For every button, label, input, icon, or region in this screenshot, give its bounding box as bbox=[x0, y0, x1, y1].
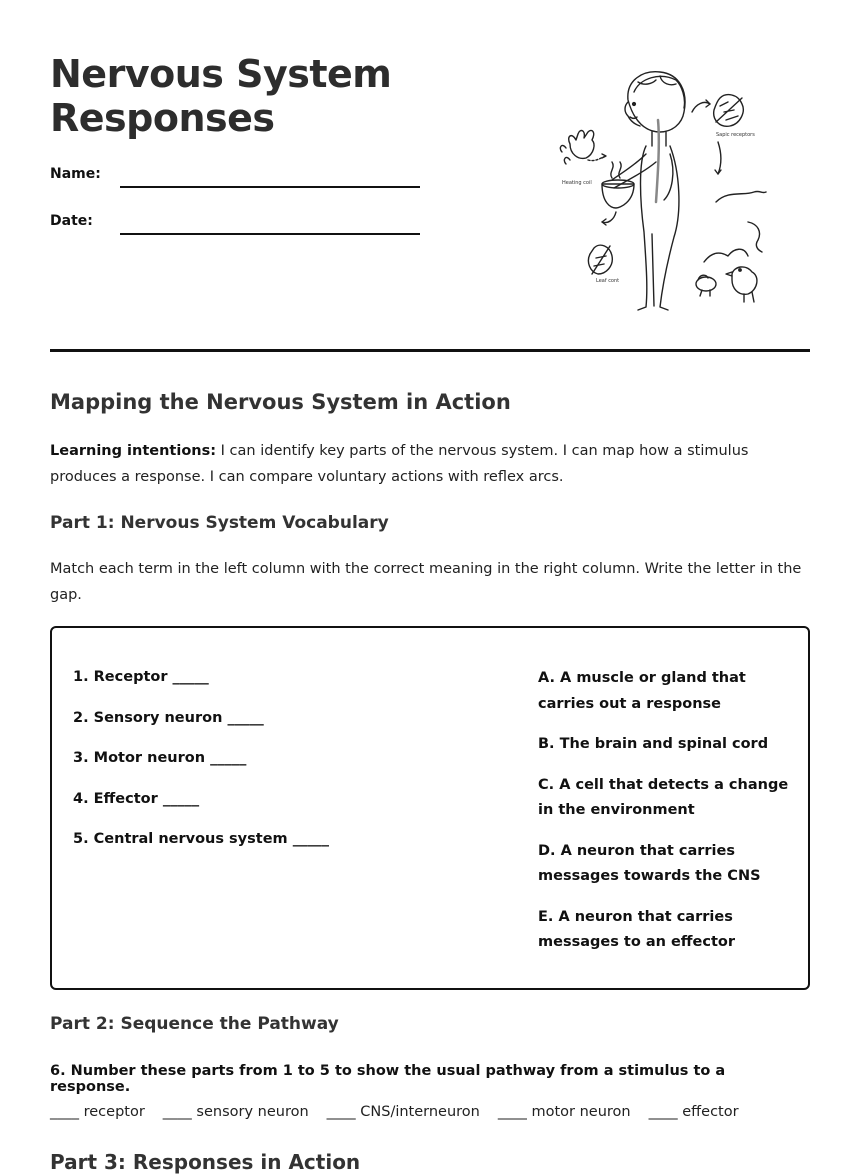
matching-box bbox=[50, 626, 810, 990]
learning-intentions-label: Learning intentions: bbox=[50, 443, 217, 459]
child-reflex-illustration bbox=[548, 62, 788, 314]
learning-intentions-text: I can identify key parts of the nervous system. I can map how a stimulus produces a response. I can compare voluntary actions with reflex arcs. bbox=[50, 443, 749, 485]
header-divider bbox=[50, 349, 810, 352]
pathway-item-receptor[interactable]: ____ receptor bbox=[50, 1104, 145, 1120]
term-item[interactable]: 3. Motor neuron _____ bbox=[73, 750, 247, 766]
term-item[interactable]: 2. Sensory neuron _____ bbox=[73, 709, 264, 726]
label-heating-coil: Heating coil bbox=[562, 180, 592, 186]
name-field[interactable] bbox=[120, 186, 420, 188]
part3-heading: Part 3: Responses in Action bbox=[50, 1150, 361, 1174]
label-sapic-receptors: Sapic receptors bbox=[716, 132, 755, 138]
title-line-2: Responses bbox=[50, 96, 275, 140]
definition-item: B. The brain and spinal cord bbox=[538, 736, 769, 752]
definition-list bbox=[538, 666, 798, 971]
definition-item: C. A cell that detects a change in the environment bbox=[538, 776, 789, 818]
part1-instructions: Match each term in the left column with the correct meaning in the right column. Write the letter in the gap. bbox=[50, 561, 802, 603]
question-6: 6. Number these parts from 1 to 5 to show the usual pathway from a stimulus to a response. bbox=[50, 1063, 726, 1095]
pathway-item-cns[interactable]: ____ CNS/interneuron bbox=[326, 1104, 480, 1120]
definition-item: D. A neuron that carries messages towards the CNS bbox=[538, 842, 761, 884]
definition-item: E. A neuron that carries messages to an effector bbox=[538, 908, 736, 950]
term-item[interactable]: 4. Effector _____ bbox=[73, 790, 200, 807]
term-list bbox=[73, 666, 473, 869]
pathway-list bbox=[50, 1104, 810, 1120]
section-heading: Mapping the Nervous System in Action bbox=[50, 390, 511, 414]
page-title bbox=[50, 52, 470, 140]
part2-heading: Part 2: Sequence the Pathway bbox=[50, 1014, 339, 1034]
part1-heading: Part 1: Nervous System Vocabulary bbox=[50, 513, 389, 533]
definition-item: A. A muscle or gland that carries out a response bbox=[538, 670, 746, 712]
learning-intentions bbox=[50, 438, 810, 490]
title-line-1: Nervous System bbox=[50, 52, 392, 96]
pathway-item-sensory-neuron[interactable]: ____ sensory neuron bbox=[162, 1104, 309, 1120]
pathway-item-effector[interactable]: ____ effector bbox=[648, 1104, 739, 1120]
term-item[interactable]: 1. Receptor _____ bbox=[73, 669, 209, 685]
pathway-item-motor-neuron[interactable]: ____ motor neuron bbox=[497, 1104, 631, 1120]
name-label: Name: bbox=[50, 166, 101, 182]
date-field[interactable] bbox=[120, 233, 420, 235]
term-item[interactable]: 5. Central nervous system _____ bbox=[73, 831, 329, 847]
date-label: Date: bbox=[50, 213, 93, 229]
label-leaf-cont: Leaf cont bbox=[596, 278, 620, 284]
